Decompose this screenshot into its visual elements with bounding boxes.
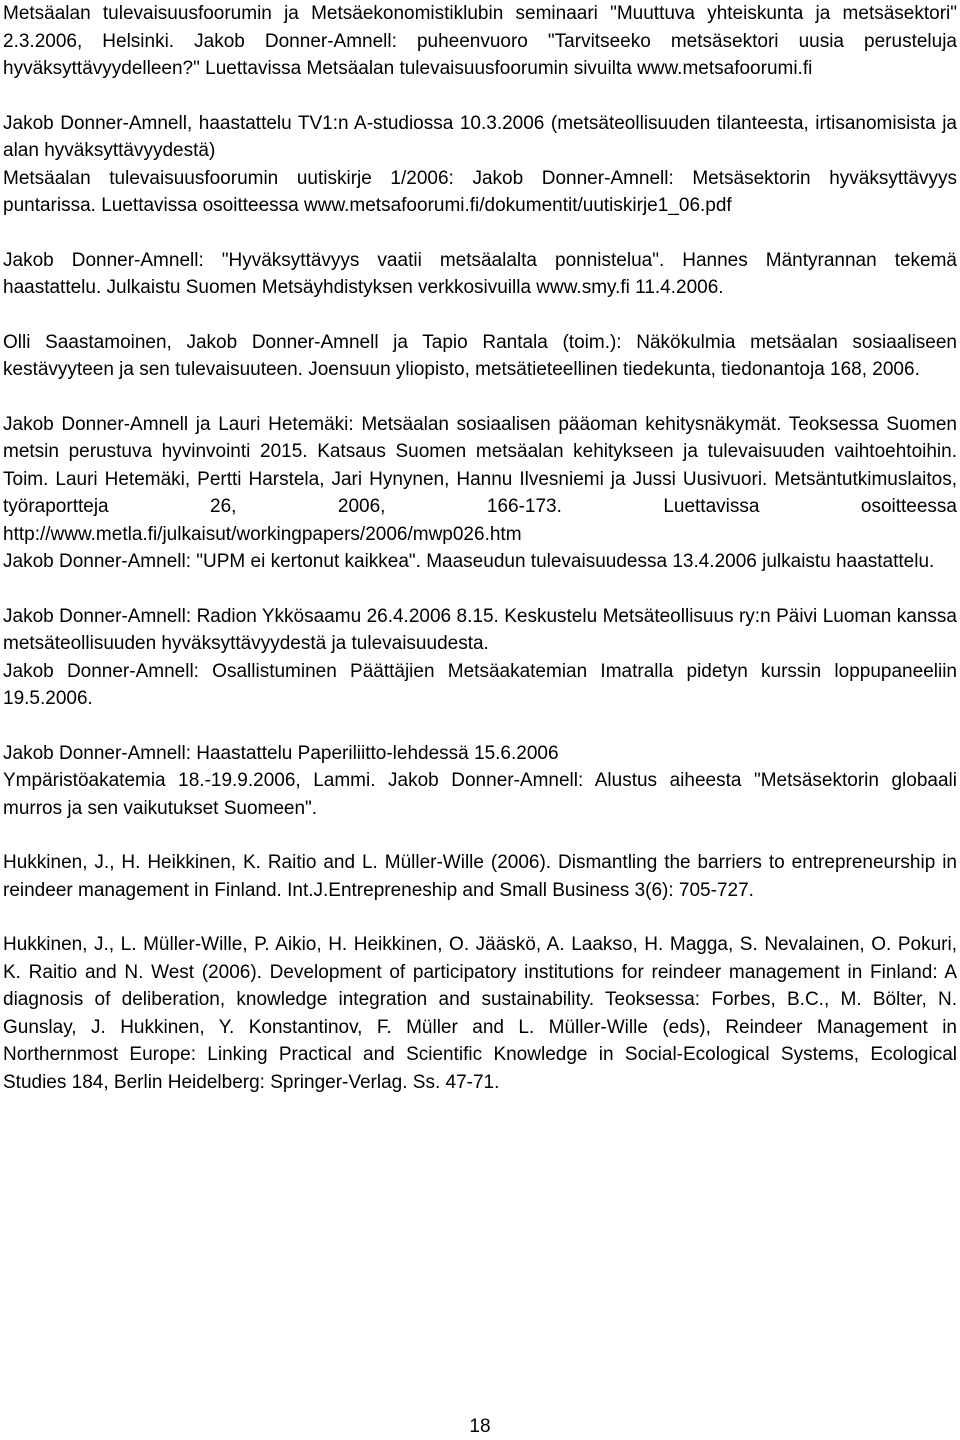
- reference-entry: Hukkinen, J., L. Müller-Wille, P. Aikio, H. Heikkinen, O. Jääskö, A. Laakso, H. Magga, S. Nevalainen, O. Pokuri, K. Raitio and N. West (2006). Development of participatory institutions for reindeer management in Finland: A diagnosis of deliberation, knowledge integration and sustainability. Teoksessa: Forbes, B.C., M. Bölter, N. Gunslay, J. Hukkinen, Y. Konstantinov, F. Müller and L. Müller-Wille (eds), Reindeer Management in Northernmost Europe: Linking Practical and Scientific Knowledge in Social-Ecological Systems, Ecological Studies 184, Berlin Heidelberg: Springer-Verlag. Ss. 47-71.: [3, 934, 957, 1093]
- document-body: [3, 0, 957, 1096]
- reference-entry: Jakob Donner-Amnell: Radion Ykkösaamu 26.4.2006 8.15. Keskustelu Metsäteollisuus ry:n Päivi Luoman kanssa metsäteollisuuden hyväksyttävyydestä ja tulevaisuudesta.: [3, 605, 957, 654]
- reference-entry: Jakob Donner-Amnell: Osallistuminen Päättäjien Metsäakatemian Imatralla pidetyn kurssin loppupaneeliin 19.5.2006.: [3, 660, 957, 709]
- reference-entry: Ympäristöakatemia 18.-19.9.2006, Lammi. Jakob Donner-Amnell: Alustus aiheesta "Metsäsektorin globaali murros ja sen vaikutukset Suomeen".: [3, 770, 957, 819]
- reference-entry: Jakob Donner-Amnell: "Hyväksyttävyys vaatii metsäalalta ponnistelua". Hannes Mäntyrannan tekemä haastattelu. Julkaistu Suomen Metsäyhdistyksen verkkosivuilla www.smy.fi 11.4.2006.: [3, 249, 957, 298]
- reference-entry: Hukkinen, J., H. Heikkinen, K. Raitio and L. Müller-Wille (2006). Dismantling the barriers to entrepreneurship in reindeer management in Finland. Int.J.Entrepreneship and Small Business 3(6): 705-727.: [3, 852, 957, 901]
- reference-entry: Olli Saastamoinen, Jakob Donner-Amnell ja Tapio Rantala (toim.): Näkökulmia metsäalan sosiaaliseen kestävyyteen ja sen tulevaisuuteen. Joensuun yliopisto, metsätieteellinen tiedekunta, tiedonantoja 168, 2006.: [3, 331, 957, 380]
- reference-entry: Metsäalan tulevaisuusfoorumin uutiskirje 1/2006: Jakob Donner-Amnell: Metsäsektorin hyväksyttävyys puntarissa. Luettavissa osoitteessa www.metsafoorumi.fi/dokumentit/uutiskirje1_06.pdf: [3, 167, 957, 216]
- reference-entry: Jakob Donner-Amnell, haastattelu TV1:n A-studiossa 10.3.2006 (metsäteollisuuden tilanteesta, irtisanomisista ja alan hyväksyttävyydestä): [3, 112, 957, 161]
- reference-entry: Jakob Donner-Amnell ja Lauri Hetemäki: Metsäalan sosiaalisen pääoman kehitysnäkymät. Teoksessa Suomen metsin perustuva hyvinvointi 2015. Katsaus Suomen metsäalan kehitykseen ja tulevaisuuden vaihtoehtoihin. Toim. Lauri Hetemäki, Pertti Harstela, Jari Hynynen, Hannu Ilvesniemi ja Jussi Uusivuori. Metsäntutkimuslaitos, työraportteja 26, 2006, 166-173. Luettavissa osoitteessa http://www.metla.fi/julkaisut/workingpapers/2006/mwp026.htm: [3, 413, 957, 545]
- reference-entry: Jakob Donner-Amnell: "UPM ei kertonut kaikkea". Maaseudun tulevaisuudessa 13.4.2006 julkaistu haastattelu.: [3, 551, 935, 572]
- reference-entry: Metsäalan tulevaisuusfoorumin ja Metsäekonomistiklubin seminaari "Muuttuva yhteiskunta ja metsäsektori" 2.3.2006, Helsinki. Jakob Donner-Amnell: puheenvuoro "Tarvitseeko metsäsektori uusia perusteluja hyväksyttävyydelleen?" Luettavissa Metsäalan tulevaisuusfoorumin sivuilta www.metsafoorumi.fi: [3, 3, 957, 79]
- reference-entry: Jakob Donner-Amnell: Haastattelu Paperiliitto-lehdessä 15.6.2006: [3, 742, 559, 764]
- page-number: 18: [469, 1416, 491, 1437]
